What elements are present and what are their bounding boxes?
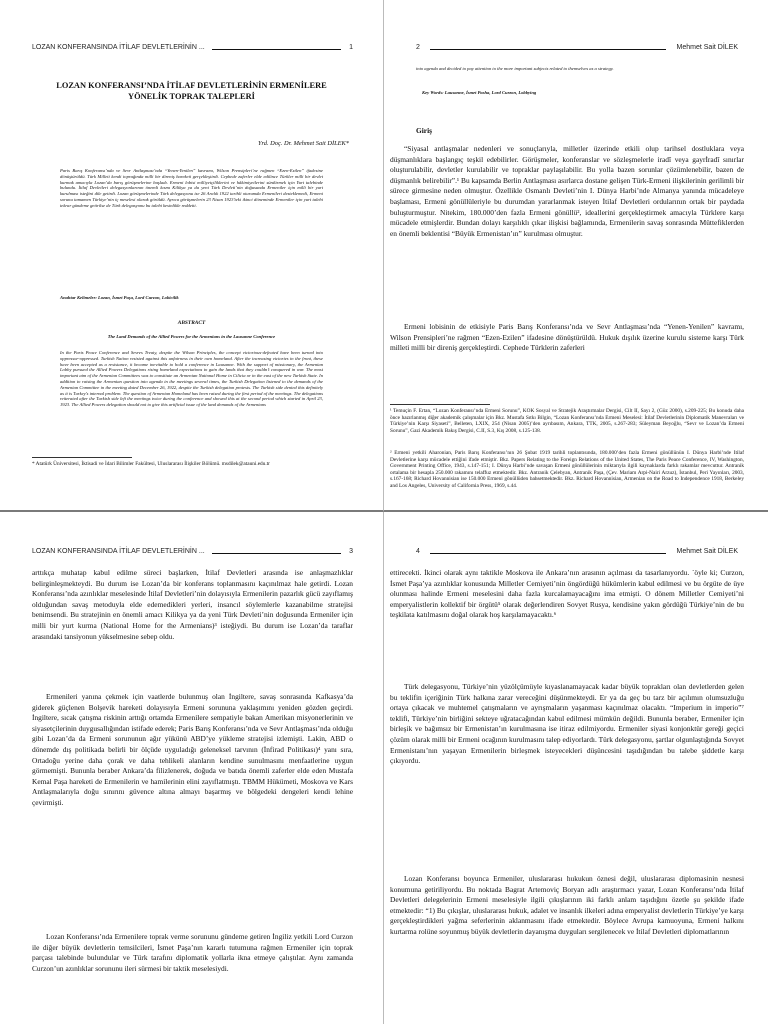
abstract-en-title: The Land Demands of the Allied Powers for the Armenians in the Lausanne Conference xyxy=(107,334,276,339)
page-2 xyxy=(384,0,768,512)
abstract-en: In the Paris Peace Conference and Sevres Treaty, despite the Wilson Principles, the concept victorious-defeated have been turned into oppressor-oppressed. Turkish Nation resisted against this unfairness in their own homeland. After the increasing victories in the front, these have been accepted as a resistance, it became inevitable to hold a conference in Lausanne. With the support of missionary, the Armenian Lobby pursued the Allied Powers Delegations rising homeland expectations to gain the lands that they couldn’t conquered in war. The most important aim of the Armenian Committees was to constitute an Armenian National Home in Cilicia or in the east of the new Turkish State. In addition to raising the Armenian question into agenda in the meetings several times, the Turkish Delegation listened to the demands of the Armenian Committee in the meeting dated December 26, 1922, despite the Turkish delegation protests. The Turkish side denied this definitely as it is Turkey’s internal problem. The question of Armenian Homeland has been raised during the first period of the meetings. The delegations reiterated after the Turkish side left the meetings twice during the conference and showed this at the second period which started in April 23, 1923. The Allied Powers delegation should not to give this artificial issue of the land demands of the Armenians xyxy=(60,350,323,408)
page-header xyxy=(32,546,353,560)
header-rule xyxy=(430,553,666,554)
page-3 xyxy=(0,512,384,1024)
section-heading: Giriş xyxy=(416,126,433,135)
running-author: Mehmet Sait DİLEK xyxy=(676,44,738,51)
footnote-1: ¹ Temuçin F. Ertan, “Lozan Konferansı’nda Ermeni Sorunu”, KÖK Sosyal ve Stratejik Araştırmalar Dergisi, Cilt II, Sayı 2, (Güz 2000), s.209-225; Bu konuda daha önce hazırlanmış diğer akademik çalışmalar için Bkz. Mustafa Sıtkı Bilgin, “Lozan Konferansı’nda Ermeni Meselesi: İtilaf Devletlerinin Diplomatik Manevraları ve Türkiye’nin Karşı Siyaseti”, Belleten, LXIX, 254 (Nisan 2005)’den ayrıbasım, Ankara, TTK, 2005, s.267-283; Süleyman Beyoğlu, “Sevr ve Lozan’da Ermeni Sorunu”, Gazi Akademik Bakış Dergisi, C.II, S.3, Kış 2008, s.125-138. xyxy=(390,408,744,434)
abstract-tr: Paris Barış Konferansı’nda ve Sevr Antlaşması’nda “Yenen-Yenilen” kavramı, Wilson Prensipleri’ne rağmen “Ezen-Ezilen” ifadesine dönüştürüldü. Türk Milleti kendi toprağında milli bir direniş hareketi gerçekleştirdi. Cephede zaferler elde edilince Türkler milli bir devlet kurmak amacıyla Lozan’da barış görüşmelerine başladı. Ermeni lobisi milliyetçiliklerini ve hâkimiyetlerini sürdürmek için Yurt talebinde bulundu. İtilaf Devletleri delegasyonlarının önemli kısmı Kilikya ya da yeni Türk Devleti’nin doğusunda Ermeniler için milli bir yurt kurulması isteğini dile getirdi. Lozan görüşmelerinde Türk delegasyonu ise 26 Aralık 1922 tarihli oturumda Ermenileri desteklemedi, Ermeni sorunu tamamen Türkiye’nin iç meselesi olarak görüldü. Ayrıca görüşmelerin 23 Nisan 1923’teki ikinci döneminde Ermeniler için yurt talebi tekrar gündeme getirilse de Türk delegasyonu bu talebi kesinlikle reddetti. xyxy=(60,168,323,208)
abstract-en-cont: into agenda and decided to pay attention to the more important subjects related to themselves as a strategy. xyxy=(416,66,614,71)
body-para-3: Lozan Konferansı boyunca Ermeniler, uluslararası hukukun öznesi değil, uluslararası diplomasinin nesnesi konumuna getiriliyordu. Bu noktada Bagrat Artemoviç Boryan adlı araştırmacı yazar, Lozan Konferansı’nda İtilaf Devletleri delegelerinin Ermeni meselesiyle ilgili çıkışlarının iki farklı anlam taşıdığını özetle şu şekilde ifade etmektedir: “1) Bu çıkışlar, uluslararası hukuk, adalet ve insanlık ilkeleri adına emperyalist devletlerin Türkiye’ye karşı gerçekleştirdikleri yağma seferlerinin aklanmasını ifade etmektedir. Böylece Avrupa kamuoyuna, Ermeni halkını kurtarma rolüne soyunmuş büyük devletlerin dayanışma duyguları sergilenecek ve İtilaf Devletleri diplomatlarının xyxy=(390,874,744,936)
footnote-rule xyxy=(32,457,132,458)
footnote-2: ² Ermeni yetkili Aharonian, Paris Barış Konferansı’nın 26 Şubat 1919 tarihli toplantısında, 180.000’den fazla Ermeni gönüllünün I. Dünya Harbi’nde İtilaf Devletlerine karşı mücadele ettiğini ifade etmiştir. Bkz. Papers Relating to the Foreign Relations of the United States, The Paris Peace Conference, IV, Washington, Government Printing Office, 1943, s.147-151; I. Dünya Harbi’nde savaşan Ermeni gönüllülerinin miktarıyla ilgili kaynaklarda farklı rakamlar mevcuttur. Antranik ortalama bir hesapla 250.000 rakamını telaffuz etmektedir. Bkz. Antranik Çelebyan, Antranik Paşa, (Çev. Mariam Arpi-Nairi Arzuz), İstanbul, Peri Yayınları, 2003, s.167-168; Richard Hovannisian ise 150.000 Ermeni gönüllüden bahsetmektedir. Bkz. Richard Hovannisian, Armenian on the Road to Independence 1918, Berkeley and Los Angeles, University of California Press, 1969, s.44. xyxy=(390,450,744,489)
intro-para-2: Ermeni lobisinin de etkisiyle Paris Barış Konferansı’nda ve Sevr Antlaşması’nda “Yenen-Yenilen” kavramı, Wilson Prensipleri’ne rağmen “Ezen-Ezilen” ifadesine dönüştürüldü. Hukuk dışılık üzerine kurulu sisteme karşı Türk milleti milli bir direniş gerçekleştirdi. Cephede Türklerin zaferleri xyxy=(390,322,744,353)
page-header xyxy=(32,42,353,56)
header-rule xyxy=(430,49,666,50)
page-number: 3 xyxy=(349,548,353,555)
body-para-2: Ermenileri yanına çekmek için vaatlerde bulunmuş olan İngiltere, savaş sonrasında Kafkasya’da giderek güçlenen Bolşevik hareketi dolayısıyla Ermeni sorununa yaklaşımını yeniden gözden geçirdi. İngiltere, sıcak çatışma riskinin arttığı ortamda Ermenilere sempatiyle bakan Amerikan misyonerlerinin ve siyasetçilerinin duygusallığından istifade ederek; Paris Barış Konferansı’nda ve Sevr Antlaşması’nda olduğu gibi Lozan’da da Ermeni sorununun ağır yükünü ABD’ye yükleme stratejisi izlemişti. Lakin, ABD o dönemde dış politikada belirli bir ölçüde uyguladığı geleneksel tarvının (İnfirad Politikası)⁴ yanı sıra, Ortadoğu yerine daha çorak ve daha tehlikeli alanların kendine sunulmasını menfaatlerine uygun görmemişti. Bununla beraber Ankara’da filizlenerek, doğuda ve batıda önemli zaferler elde eden Mustafa Kemal Paşa hareketi de Ermenilerin ve hamilerinin elini zayıflatmıştı. TBMM Hükümeti, Moskova ve Kars Antlaşmalarıyla doğu sınırını güvence altına almayı başarmış ve bölgedeki dengeleri kendi lehine çevirmişti. xyxy=(32,692,353,807)
footnote-rule xyxy=(390,404,490,405)
intro-para-1: “Siyasal antlaşmalar nedenleri ve sonuçlarıyla, milletler üzerinde etkili olup tarihsel dostluklara veya düşmanlıklara başlangıç teşkil edebilirler. Görüşmeler, konferanslar ve sözleşmelerle iradî veya gayrİradî sınırlar oluşturulabilir, devletler kurulabilir ve topraklar paylaşılabilir. Bu yolla bazen sorunlar çözümlenebilir, bazen de düşmanlık belirebilir”.¹ Bu kapsamda Berlin Antlaşması asırlarca dostane gelişen Türk-Ermeni ilişkilerinin gerilimli bir sürece girmesine neden olmuştur. Özellikle Osmanlı Devleti’nin I. Dünya Harbi’nde Almanya yanında mücadeleye başlaması, Ermeni gönüllüleriyle bu durumdan yararlanmak isteyen İtilaf Devletleri ordularının ortak bir paydada buluşturmuştur. Nitekim, 180.000’den fazla Ermeni gönüllü², ideallerini gerçekleştirmek amacıyla Türklere karşı mücadele etmişlerdir. Bundan dolayı karşılıklı çıkar ilişkisi bağlamında, Ermenilerin savaş sonrasında Müttefiklerden en önemli beklentisi “Büyük Ermenistan’ın” kurulması olmuştur. xyxy=(390,144,744,238)
author-line: Yrd. Doç. Dr. Mehmet Sait DİLEK* xyxy=(257,140,349,147)
page-number: 4 xyxy=(416,548,420,555)
page-number: 1 xyxy=(349,44,353,51)
footnote: * Atatürk Üniversitesi, İktisadi ve İdari Bilimler Fakültesi, Uluslararası İlişkiler Bölümü. msdilek@atauni.edu.tr xyxy=(32,461,270,467)
article-title: LOZAN KONFERANSI’NDA İTİLAF DEVLETLERİNİN ERMENİLERE YÖNELİK TOPRAK TALEPLERİ xyxy=(56,81,327,101)
header-rule xyxy=(212,49,341,50)
body-para-3: Lozan Konferansı’nda Ermenilere toprak verme sorununu gündeme getiren İngiliz yetkili Lord Curzon ile diğer büyük devletlerin temsilcileri, İsmet Paşa’nın kararlı tutumuna rağmen Ermeniler için toprak parçası talebinde bulundular ve Türk tarafını diplomatik yollarla ikna etmeye çalıştılar. Aynı zamanda Curzon’un azınlıklar sorununu ileri sürmesi bir taktik meselesiydi. xyxy=(32,932,353,973)
body-para-2: Türk delegasyonu, Türkiye’nin yüzölçümüyle kıyaslanamayacak kadar büyük toprakları olan devletlerden gelen bu teklifin içeriğinin Türk halkına zarar vereceğini düşünmekteydi. Er ya da geç bu tarz bir açılımın olumsuzluğu ortaya çıkacak ve muhtemel çatışmaların ve ayrışmaların yaşanması kaçınılmaz olacaktı. “Imperium in imperio”⁷ teklifi, Türkiye’nin birliğini sekteye uğratacağından kabul edilmesi mümkün değildi. Bununla beraber, Ermeniler için birleşik ve bağımsız bir Ermenistan’ın kurulmasına ise itiraz edilmiyordu. Ermeniler siyasi konjonktür gereği geçici çözüm olarak milli bir Ermeni ocağının kurulmasını talep ediyorlardı. Türk delegasyonu, şartlar olgunlaştığında Sovyet Ermenistanı’nın yaşayan Ermenilerin birleşmek isteyecekleri düşüncesini taşıdığından bu talebe şiddetle karşı çıkıyordu. xyxy=(390,682,744,766)
keywords-tr: Anahtar Kelimeler: Lozan, İsmet Paşa, Lord Curzon, Lobicilik xyxy=(60,295,179,300)
body-para-1: ettirecekti. İkinci olarak aynı taktikle Moskova ile Ankara’nın arasının açılması da tasarlanıyordu. `öyle ki; Curzon, İsmet Paşa’ya azınlıklar konusunda Milletler Cemiyeti’nin öngördüğü hükümlerin kabul edilmesi ve bu örgüte de üye olunması halinde Ermeni meselesini daha fazla kurcalamayacağını ima etmişti. O dönem Milletler Cemiyeti’ni emperyalistlerin kollektif bir örgütü⁵ olarak değerlendiren Sovyet Rusya, kendisine yakın gördüğü Türkiye’nin de bu teşkilata katılmasını doğal olarak hoş karşılamayacaktı.⁶ xyxy=(390,568,744,620)
running-author: Mehmet Sait DİLEK xyxy=(676,548,738,555)
page-header xyxy=(416,546,738,560)
keywords-en: Key Words: Lausanne, İsmet Pasha, Lord Curzon, Lobbying xyxy=(422,90,537,95)
page-number: 2 xyxy=(416,44,420,51)
abstract-heading: ABSTRACT xyxy=(177,320,206,326)
page-1 xyxy=(0,0,384,512)
header-rule xyxy=(212,553,341,554)
running-title: LOZAN KONFERANSINDA İTİLAF DEVLETLERİNİN ... xyxy=(32,548,205,555)
page-header xyxy=(416,42,738,56)
body-para-1: arttıkça muhatap kabul edilme süreci başlarken, İtilaf Devletleri arasında ise anlaşmazlıklar belirginleşmekteydi. Bu durum ise Lozan’da bir konferans toplanmasını kaçınılmaz hale getirdi. Lozan Konferansı’nda azınlıklar meselesinde İtilaf Devletleri’nin dolayısıyla Ermenilerin pazarlık gücü zayıflamış olduğundan savaş metoduyla elde edemedikleri yerleri, insancıl söylemlerle kazanabilme stratejisi benimsendi. Bu stratejinin en önemli amacı Kilikya ya da yeni Türk Devleti’nin doğusunda Ermeniler için milli bir yurt kurma (National Home for the Armenians)³ isteğiydi. Bu durum ise Lozan’da taraflar arasındaki tansiyonun yükselmesine sebep oldu. xyxy=(32,568,353,641)
running-title: LOZAN KONFERANSINDA İTİLAF DEVLETLERİNİN ... xyxy=(32,44,205,51)
page-4 xyxy=(384,512,768,1024)
